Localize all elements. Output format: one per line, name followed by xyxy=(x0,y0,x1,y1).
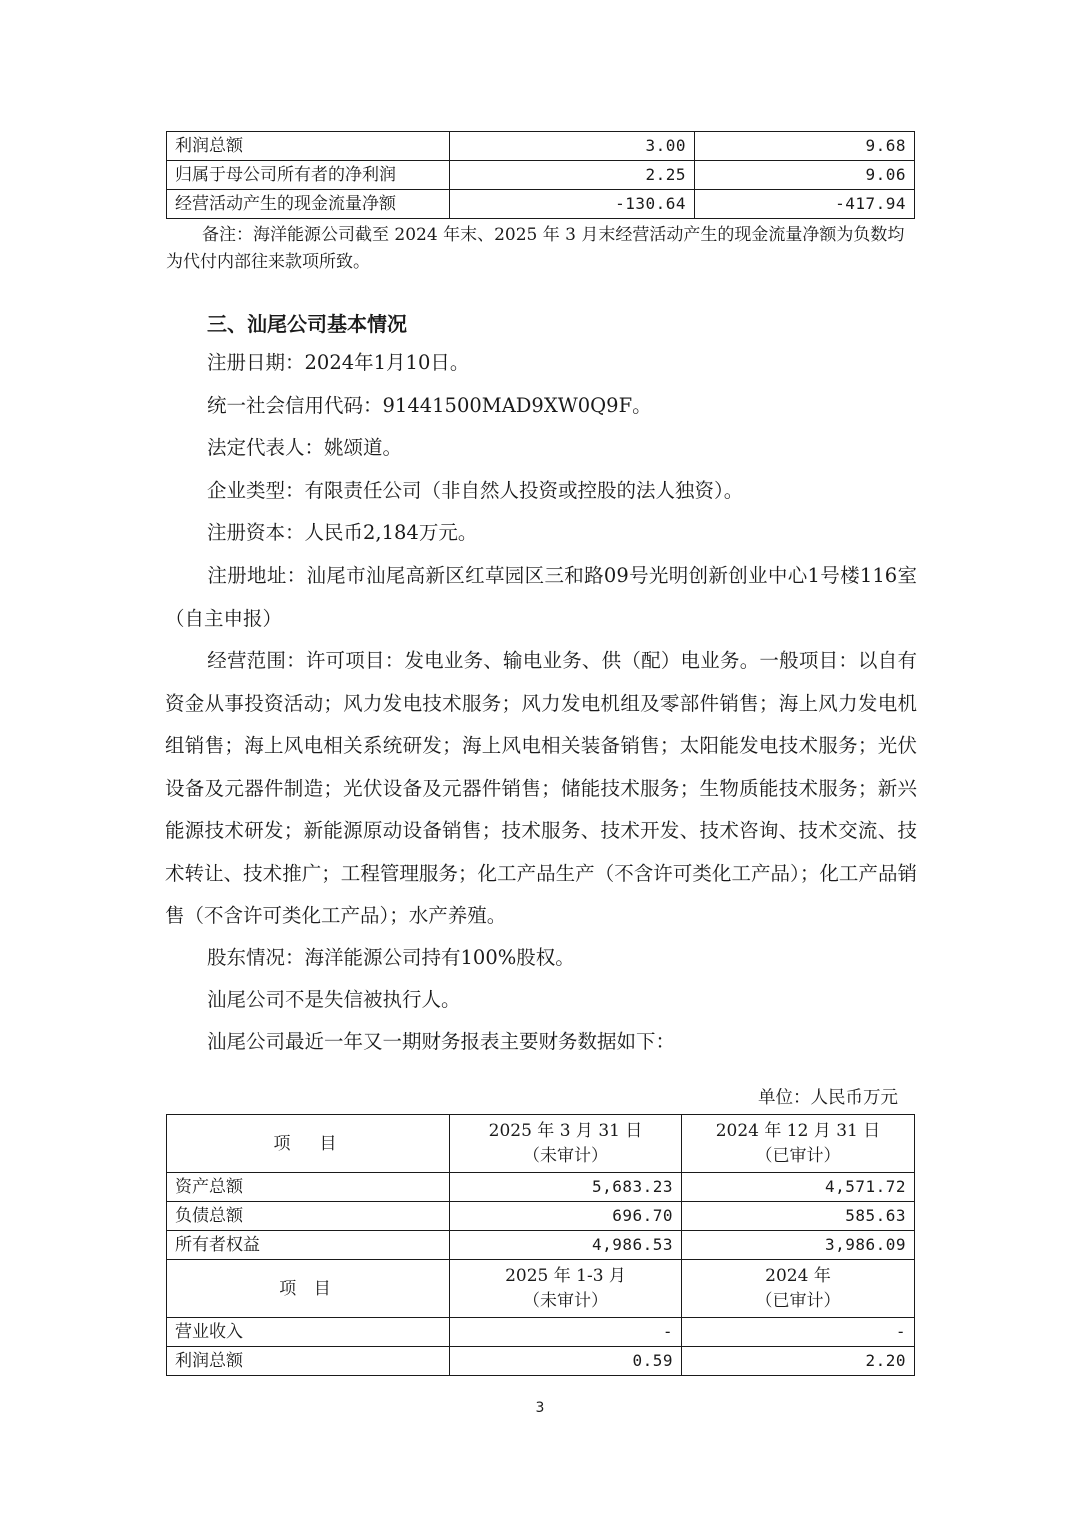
value-cell: 4,986.53 xyxy=(450,1231,682,1260)
value-cell: 2.25 xyxy=(450,161,695,190)
value-cell: 2.20 xyxy=(682,1347,915,1376)
value-cell: - xyxy=(682,1318,915,1347)
financial-table-bottom xyxy=(166,1114,915,1376)
table-row xyxy=(167,161,915,190)
table-row xyxy=(167,1202,915,1231)
paragraph-credit-code: 统一社会信用代码：91441500MAD9XW0Q9F。 xyxy=(207,394,652,417)
value-cell: 3.00 xyxy=(450,132,695,161)
column-header-period: 2024 年 （已审计） xyxy=(682,1260,915,1318)
value-cell: 585.63 xyxy=(682,1202,915,1231)
value-cell: 9.68 xyxy=(695,132,915,161)
value-cell: 3,986.09 xyxy=(682,1231,915,1260)
paragraph-reg-date: 注册日期：2024年1月10日。 xyxy=(207,351,470,374)
column-header-period: 2024 年 12 月 31 日 （已审计） xyxy=(682,1115,915,1173)
paragraph-capital: 注册资本：人民币2,184万元。 xyxy=(207,521,478,544)
value-cell: 0.59 xyxy=(450,1347,682,1376)
value-cell: 696.70 xyxy=(450,1202,682,1231)
column-header-item: 项 目 xyxy=(167,1115,450,1173)
table-row xyxy=(167,1231,915,1260)
column-header-period: 2025 年 3 月 31 日 （未审计） xyxy=(450,1115,682,1173)
value-cell: -130.64 xyxy=(450,190,695,219)
value-cell: -417.94 xyxy=(695,190,915,219)
page-number: 3 xyxy=(535,1400,545,1416)
row-label: 经营活动产生的现金流量净额 xyxy=(167,190,450,219)
table-header-row xyxy=(167,1115,915,1173)
table-row xyxy=(167,1173,915,1202)
value-cell: 9.06 xyxy=(695,161,915,190)
row-label: 负债总额 xyxy=(167,1202,450,1231)
table-row xyxy=(167,132,915,161)
table-row xyxy=(167,1318,915,1347)
unit-label: 单位：人民币万元 xyxy=(758,1088,898,1108)
value-cell: 4,571.72 xyxy=(682,1173,915,1202)
paragraph-legal-rep: 法定代表人：姚颂道。 xyxy=(207,436,403,459)
paragraph-not-dishonest: 汕尾公司不是失信被执行人。 xyxy=(207,988,461,1011)
financial-table-top xyxy=(166,131,915,219)
paragraph-shareholder: 股东情况：海洋能源公司持有100%股权。 xyxy=(207,946,575,969)
table-header-row xyxy=(167,1260,915,1318)
section-heading: 三、汕尾公司基本情况 xyxy=(207,312,407,336)
paragraph-address: 注册地址：汕尾市汕尾高新区红草园区三和路09号光明创新创业中心1号楼116室（自主申报） xyxy=(165,564,917,630)
row-label: 利润总额 xyxy=(167,1347,450,1376)
column-header-item: 项 目 xyxy=(167,1260,450,1318)
paragraph-scope: 经营范围：许可项目：发电业务、输电业务、供（配）电业务。一般项目：以自有资金从事投资活动；风力发电技术服务；风力发电机组及零部件销售；海上风力发电机组销售；海上风电相关系统研发；海上风电相关装备销售；太阳能发电技术服务；光伏设备及元器件制造；光伏设备及元器件销售；储能技术服务；生物质能技术服务；新兴能源技术研发；新能源原动设备销售；技术服务、技术开发、技术咨询、技术交流、技术转让、技术推广；工程管理服务；化工产品生产（不含许可类化工产品）；化工产品销售（不含许可类化工产品）；水产养殖。 xyxy=(165,649,917,927)
table-row xyxy=(167,190,915,219)
table-note: 备注：海洋能源公司截至 2024 年末、2025 年 3 月末经营活动产生的现金流量净额为负数均为代付内部往来款项所致。 xyxy=(166,225,905,272)
row-label: 资产总额 xyxy=(167,1173,450,1202)
row-label: 所有者权益 xyxy=(167,1231,450,1260)
value-cell: - xyxy=(450,1318,682,1347)
row-label: 营业收入 xyxy=(167,1318,450,1347)
table-row xyxy=(167,1347,915,1376)
row-label: 归属于母公司所有者的净利润 xyxy=(167,161,450,190)
column-header-period: 2025 年 1-3 月 （未审计） xyxy=(450,1260,682,1318)
paragraph-intro: 汕尾公司最近一年又一期财务报表主要财务数据如下： xyxy=(207,1030,676,1053)
value-cell: 5,683.23 xyxy=(450,1173,682,1202)
paragraph-company-type: 企业类型：有限责任公司（非自然人投资或控股的法人独资）。 xyxy=(207,479,744,502)
row-label: 利润总额 xyxy=(167,132,450,161)
